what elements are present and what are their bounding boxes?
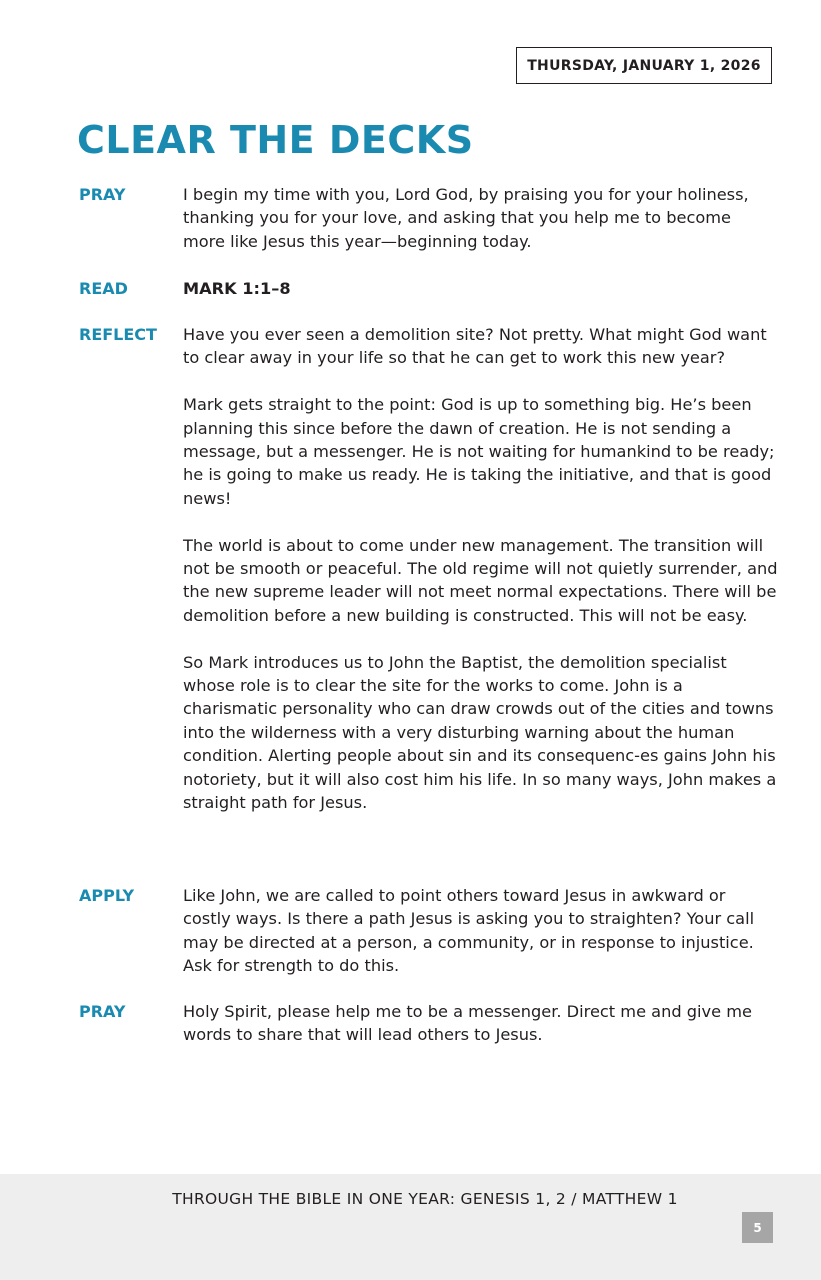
apply-text: Like John, we are called to point others toward Jesus in awkward or costly ways. Is there a path Jesus is asking you to straighten? Your call may be directed at a person, a community, or in response to injustice. Ask for strength to do this. (183, 886, 755, 976)
section-label-pray: PRAY (79, 1002, 126, 1021)
reflect-paragraph: Have you ever seen a demolition site? Not pretty. What might God want to clear away in your life so that he can get to work this new year? (183, 325, 767, 368)
section-label-apply: APPLY (79, 886, 135, 905)
reflect-paragraph: Mark gets straight to the point: God is up to something big. He’s been planning this since before the dawn of creation. He is not sending a message, but a messenger. He is not waiting for humankind to be ready; he is going to make us ready. He is taking the initiative, and that is good news! (183, 395, 775, 508)
reflect-paragraph: The world is about to come under new management. The transition will not be smooth or peaceful. The old regime will not quietly surrender, and the new supreme leader will not meet normal expectations. There will be demolition before a new building is constructed. This will not be easy. (183, 535, 778, 625)
footer (0, 1174, 821, 1280)
section-label-reflect: REFLECT (79, 325, 157, 344)
reflect-paragraph: So Mark introduces us to John the Baptist, the demolition specialist whose role is to clear the site for the works to come. John is a charismatic personality who can draw crowds out of the cities and towns into the wilderness with a very disturbing warning about the human condition. Alerting people about sin and its consequenc-es gains John his notoriety, but it will also cost him his life. In so many ways, John makes a straight path for Jesus. (183, 652, 777, 813)
scripture-reference: MARK 1:1–8 (183, 279, 291, 298)
reflect-body (183, 323, 778, 814)
pray-closing-text: Holy Spirit, please help me to be a messenger. Direct me and give me words to share that will lead others to Jesus. (183, 1002, 752, 1045)
page-title: CLEAR THE DECKS (77, 118, 474, 162)
page-number: 5 (742, 1212, 773, 1243)
section-label-pray: PRAY (79, 185, 126, 204)
section-label-read: READ (79, 279, 128, 298)
date-label: THURSDAY, JANUARY 1, 2026 (527, 57, 761, 74)
date-box (516, 47, 772, 84)
reading-plan: THROUGH THE BIBLE IN ONE YEAR: GENESIS 1, 2 / MATTHEW 1 (172, 1190, 678, 1208)
pray-opening-text: I begin my time with you, Lord God, by praising you for your holiness, thanking you for your love, and asking that you help me to become more like Jesus this year—beginning today. (183, 185, 749, 251)
